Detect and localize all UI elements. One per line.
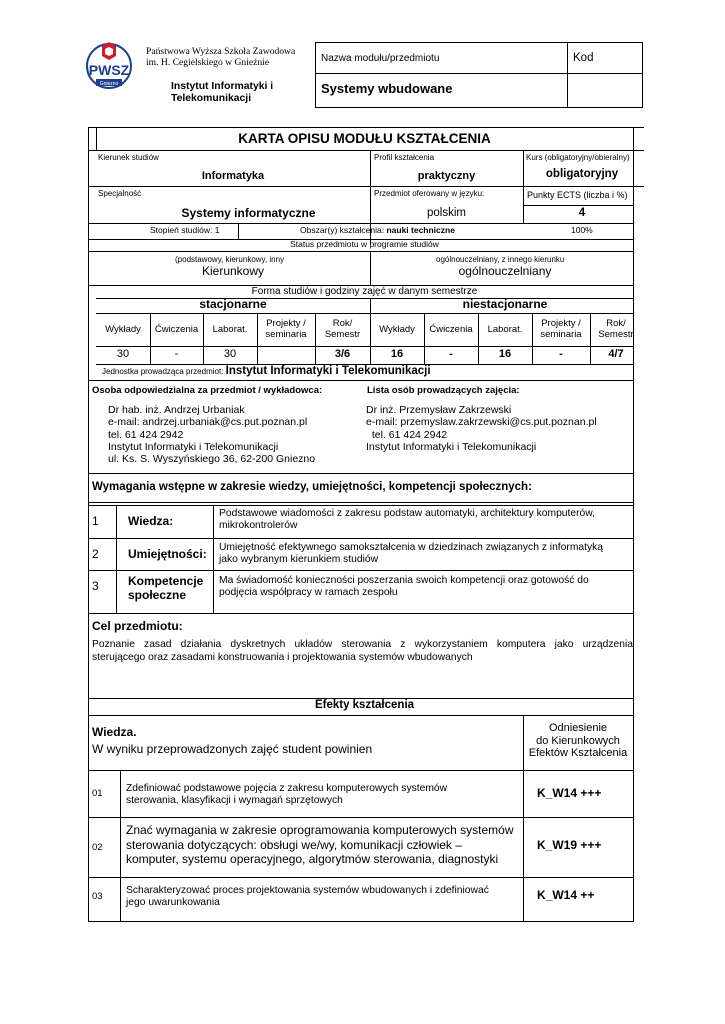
person-line: Instytut Informatyki i Telekomunikacji: [108, 440, 279, 453]
person-line: ul. Ks. S. Wyszyńskiego 36, 62-200 Gniezno: [108, 453, 316, 466]
person-line: Dr inż. Przemysław Zakrzewski: [366, 404, 512, 416]
req-2-num: 2: [92, 547, 99, 561]
kierunek-label: Kierunek studiów: [98, 153, 159, 162]
stopien: Stopień studiów: 1: [150, 225, 220, 235]
effect-1-text: Zdefiniować podstawowe pojęcia z zakresu komputerowych systemów sterowania, klasyfikacji i wymagań sprzętowych: [126, 783, 448, 807]
jezyk-value: polskim: [427, 207, 466, 219]
institute-name: Instytut Informatyki i Telekomunikacji: [171, 81, 274, 104]
req-3-desc: Ma świadomość konieczności poszerzania swoich kompetencji oraz gotowość do podjęcia współpracy w ramach zespołu: [219, 575, 589, 599]
hours-value-cell: 3/6: [334, 348, 351, 360]
hours-header-cell: Projekty / seminaria: [265, 318, 307, 340]
effect-1-ref: K_W14 +++: [537, 786, 602, 800]
goal-text: Poznanie zasad działania dyskretnych układów sterowania z wykorzystaniem komputera jako urządzenia sterującego oraz zasadami konstruowania i projektowania systemów wbudowanych: [92, 639, 633, 663]
stacjonarne-header: stacjonarne: [199, 297, 267, 311]
req-1-desc: Podstawowe wiadomości z zakresu podstaw automatyki, architektury komputerów, mikrokontrolerów: [219, 508, 596, 532]
effect-2-text: Znać wymagania w zakresie oprogramowania komputerowych systemów sterowania dotyczących: obsługi we/wy, komunikacji człowiek – komputer, systemu operacyjnego, algorytmów sterowania, diagnostyki: [126, 823, 514, 866]
person-line: tel. 61 424 2942: [366, 428, 448, 441]
hours-header-cell: Ćwiczenia: [154, 324, 199, 335]
university-name: Państwowa Wyższa Szkoła Zawodowa im. H. Cegielskiego w Gnieźnie: [146, 46, 296, 69]
profil-label: Profil kształcenia: [374, 153, 435, 162]
university-logo: [84, 42, 134, 90]
req-2-name: Umiejętności:: [128, 547, 207, 561]
hours-value-cell: -: [559, 348, 563, 360]
hours-header-cell: Wykłady: [379, 324, 415, 335]
hours-header-cell: Wykłady: [105, 324, 141, 335]
effects-wiedza: Wiedza.: [92, 725, 137, 739]
effects-intro: W wyniku przeprowadzonych zajęć student powinien: [92, 742, 373, 756]
effect-3-num: 03: [92, 891, 103, 902]
person-line: e-mail: andrzej.urbaniak@cs.put.poznan.pl: [108, 416, 308, 429]
module-header-table: [315, 42, 643, 108]
person-line: e-mail: przemyslaw.zakrzewski@cs.put.poznan.pl: [366, 416, 597, 429]
jezyk-label: Przedmiot oferowany w języku:: [374, 189, 485, 198]
hours-value-cell: 30: [223, 348, 237, 360]
hours-value-cell: -: [174, 348, 179, 360]
effect-1-num: 01: [92, 788, 103, 799]
req-3-num: 3: [92, 579, 99, 593]
status-right-label: ogólnouczelniany, z innego kierunku: [436, 255, 565, 264]
procent: 100%: [571, 225, 593, 235]
persons-left-label: Osoba odpowiedzialna za przedmiot / wykładowca:: [92, 385, 323, 396]
hours-header-cell: Laborat.: [212, 324, 248, 335]
status-left: Kierunkowy: [201, 264, 265, 278]
kurs-value: obligatoryjny: [545, 168, 619, 180]
module-name: Systemy wbudowane: [321, 81, 453, 96]
profil-value: praktyczny: [417, 170, 476, 182]
effects-title: Efekty kształcenia: [314, 699, 415, 711]
kierunek-value: Informatyka: [201, 170, 265, 182]
hours-value-cell: 16: [390, 348, 404, 360]
card-title: KARTA OPISU MODUŁU KSZTAŁCENIA: [238, 131, 491, 146]
req-2-desc: Umiejętność efektywnego samokształcenia w dziedzinach związanych z informatyką jako wybranym kierunkiem studiów: [219, 542, 604, 566]
svg-text:PWSZ: PWSZ: [88, 62, 130, 78]
effect-2-num: 02: [92, 842, 103, 853]
punkty-value: 4: [578, 207, 586, 219]
status-label: Status przedmiotu w programie studiów: [290, 239, 439, 249]
goal-title: Cel przedmiotu:: [92, 619, 183, 633]
kurs-label: Kurs (obligatoryjny/obieralny): [526, 153, 630, 162]
forma-label: Forma studiów i godziny zajęć w danym semestrze: [251, 286, 478, 297]
hours-value-cell: 4/7: [608, 348, 624, 360]
req-3-name: Kompetencje społeczne: [128, 574, 204, 602]
specjalnosc-value: Systemy informatyczne: [181, 206, 316, 220]
effect-3-ref: K_W14 ++: [537, 888, 595, 902]
code-label: Kod: [573, 52, 594, 64]
hours-value-cell: 16: [498, 348, 512, 360]
person-line: tel. 61 424 2942: [108, 428, 184, 441]
person-line: Instytut Informatyki i Telekomunikacji: [366, 440, 537, 453]
hours-value-cell: 30: [116, 348, 130, 360]
svg-text:Gniezno: Gniezno: [99, 81, 119, 87]
effect-3-text: Scharakteryzować proces projektowania systemów wbudowanych i zdefiniować jego uwarunkowania: [126, 885, 489, 909]
hours-header-cell: Laborat.: [487, 324, 523, 335]
status-left-label: (podstawowy, kierunkowy, inny: [175, 255, 285, 264]
obszar: Obszar(y) kształcenia: nauki techniczne: [300, 225, 455, 235]
persons-right-label: Lista osób prowadzących zajęcia:: [367, 385, 520, 396]
status-right: ogólnouczelniany: [458, 264, 552, 278]
persons-right: [366, 404, 597, 453]
effect-2-ref: K_W19 +++: [537, 838, 602, 852]
jednostka: Jednostka prowadząca przedmiot: Instytut Informatyki i Telekomunikacji: [102, 365, 431, 377]
niestacjonarne-header: niestacjonarne: [462, 297, 548, 311]
effects-ref-header: Odniesienie do Kierunkowych Efektów Kształcenia: [528, 722, 628, 759]
req-1-num: 1: [92, 514, 99, 528]
specjalnosc-label: Specjalność: [98, 189, 142, 198]
hours-header-cell: Ćwiczenia: [429, 324, 473, 335]
requirements-title: Wymagania wstępne w zakresie wiedzy, umiejętności, kompetencji społecznych:: [92, 481, 532, 493]
module-name-label: Nazwa modułu/przedmiotu: [321, 53, 440, 64]
persons-left: [108, 404, 315, 465]
person-line: Dr hab. inż. Andrzej Urbaniak: [108, 404, 245, 416]
hours-value-cell: -: [449, 348, 453, 360]
hours-header-cell: Rok/ Semestr: [598, 318, 634, 340]
punkty-label: Punkty ECTS (liczba i %): [527, 190, 628, 200]
req-1-name: Wiedza:: [128, 514, 174, 528]
hours-header-cell: Rok/ Semestr: [324, 318, 361, 340]
hours-header-cell: Projekty / seminaria: [540, 318, 582, 340]
